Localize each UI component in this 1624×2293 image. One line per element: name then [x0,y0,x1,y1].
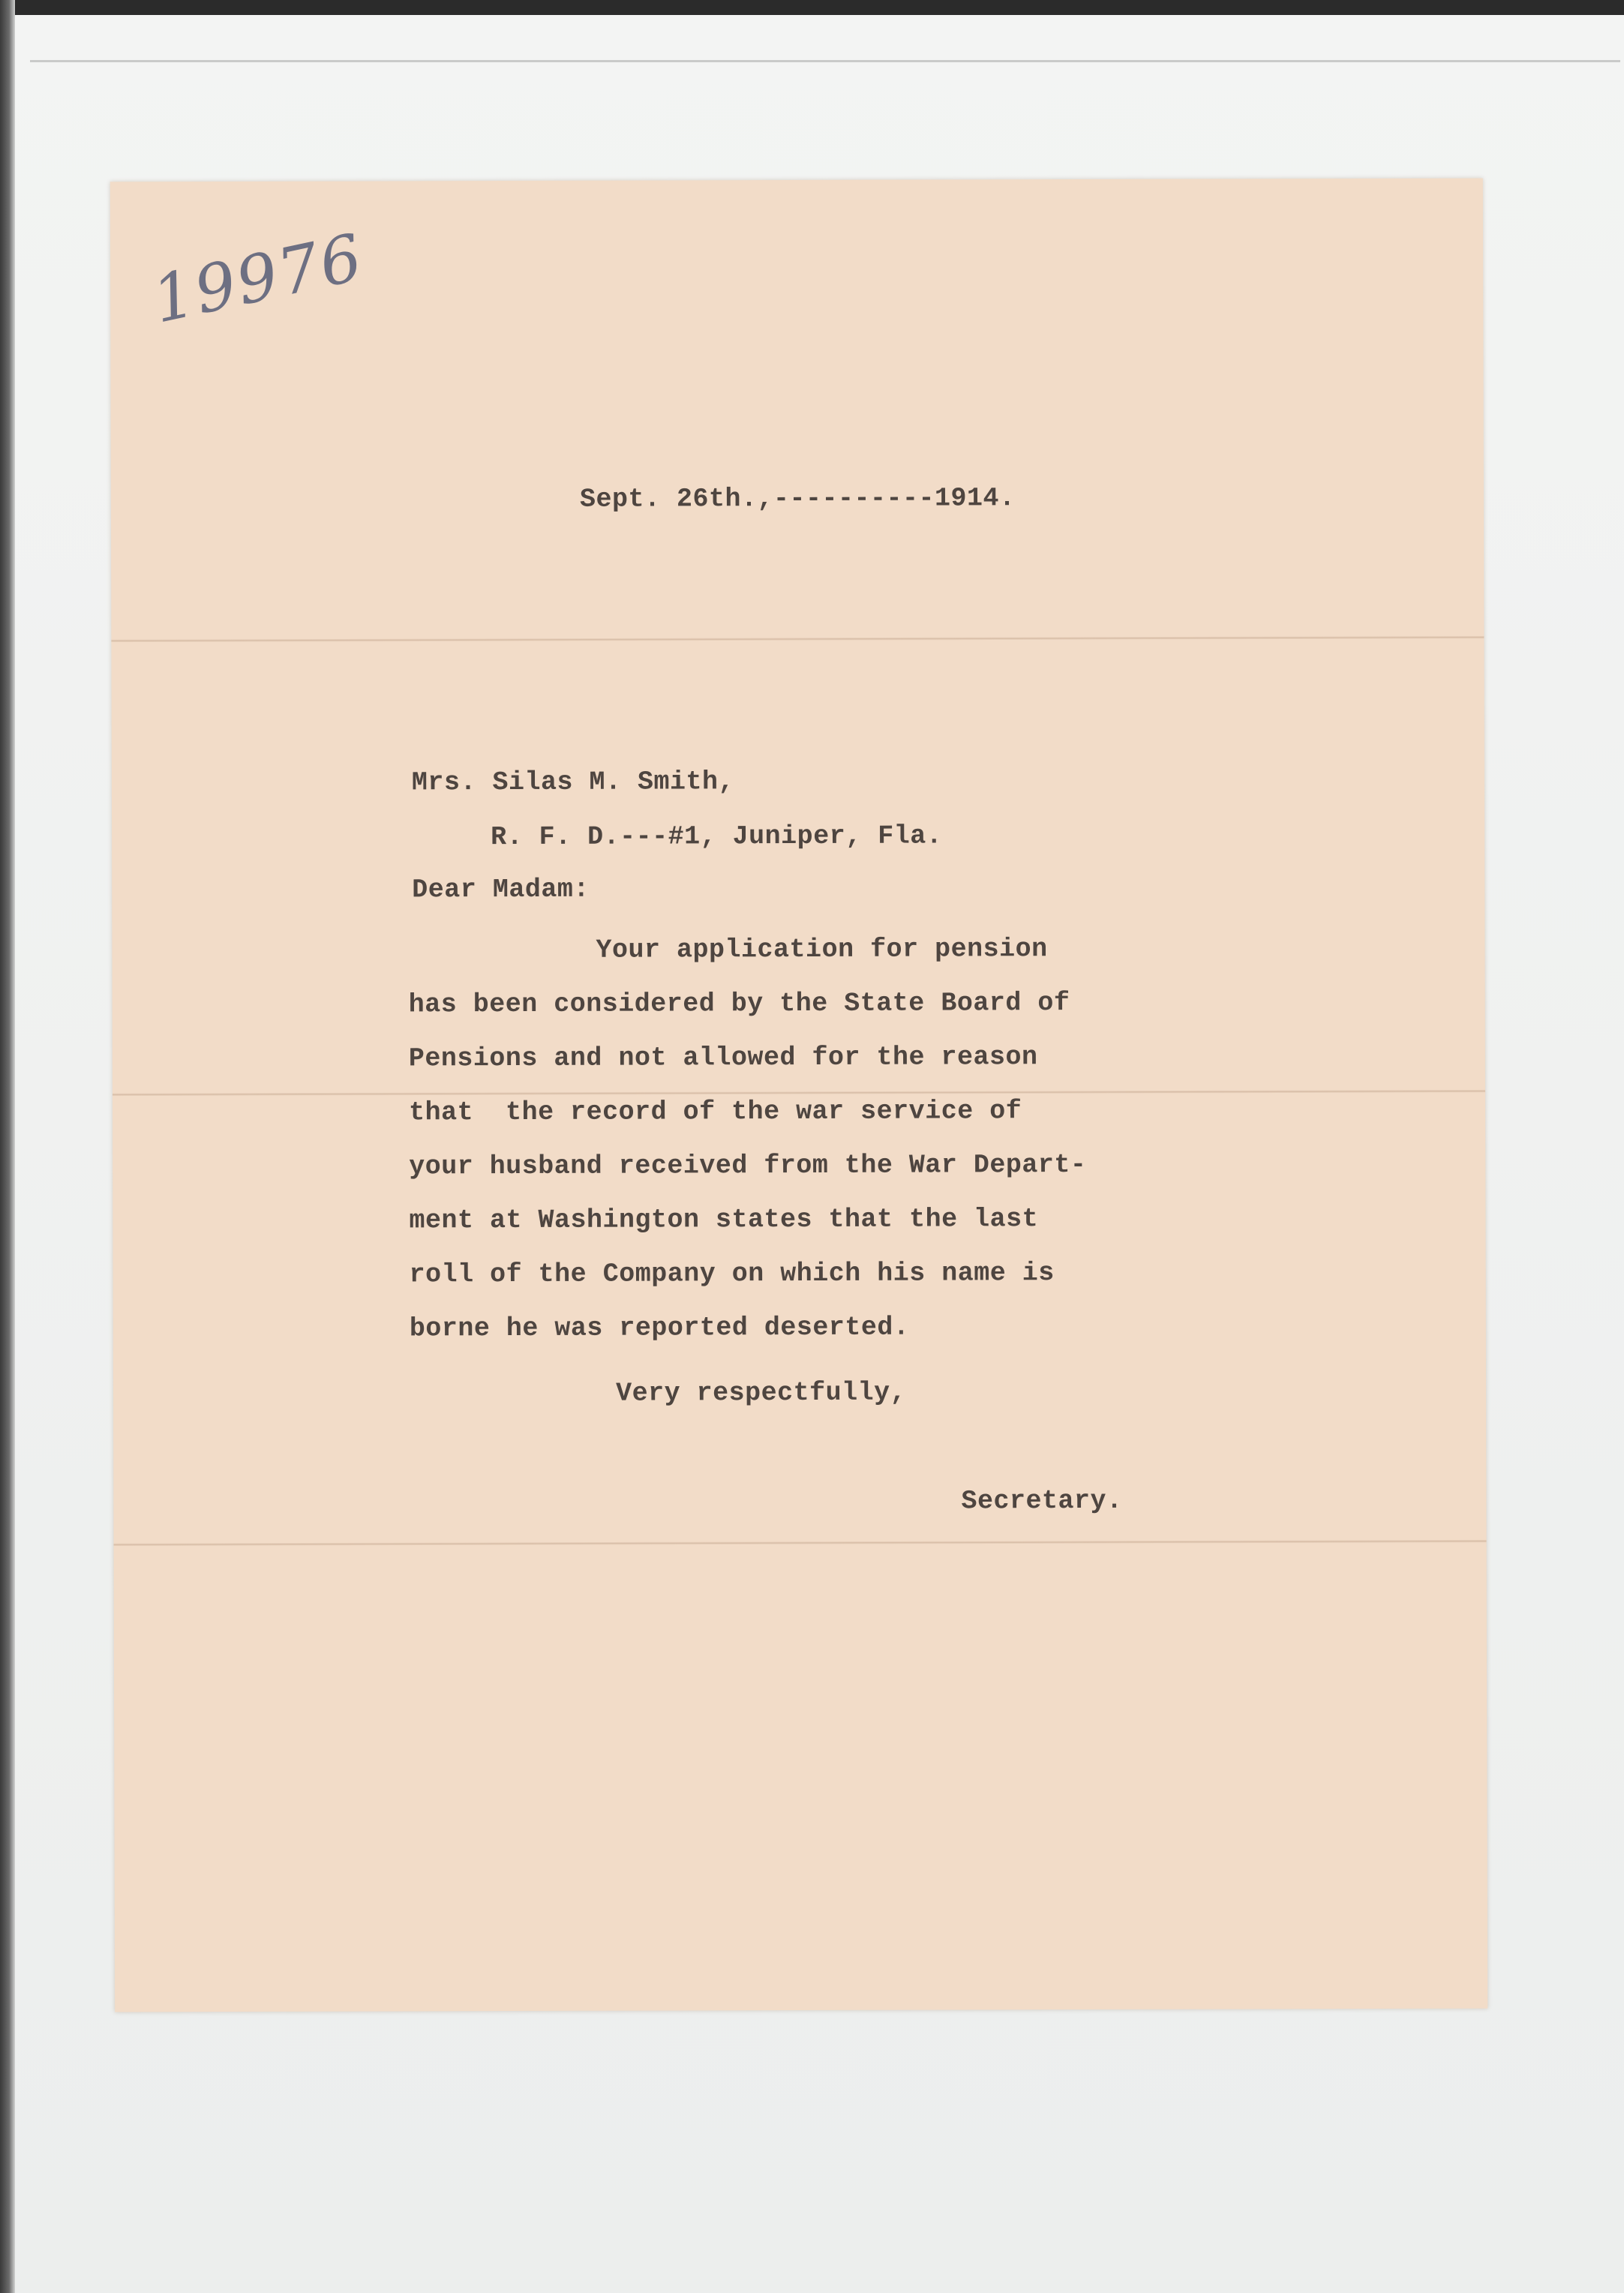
body-line: ment at Washington states that the last [409,1204,1039,1236]
body-line: borne he was reported deserted. [409,1312,910,1344]
letter-body [408,921,1235,1355]
scanner-edge-top [0,0,1624,15]
body-line: roll of the Company on which his name is [409,1258,1055,1290]
handwritten-file-number: 19976 [146,220,371,338]
letter-page [110,179,1487,2012]
body-line: has been considered by the State Board of [408,988,1070,1020]
scanner-edge-left [0,0,15,2293]
fold-crease [114,1540,1487,1547]
body-line: that the record of the war service of [409,1096,1022,1128]
addressee-name: Mrs. Silas M. Smith, [411,767,735,798]
letter-date: Sept. 26th.,----------1914. [579,483,1016,515]
body-line: Your application for pension [596,934,1048,965]
addressee-address: R. F. D.---#1, Juniper, Fla. [491,821,943,853]
salutation: Dear Madam: [412,874,590,905]
scan-rule-line [30,60,1620,62]
body-line: Pensions and not allowed for the reason [408,1042,1038,1074]
fold-crease [111,636,1484,643]
body-line: your husband received from the War Depart- [409,1149,1087,1182]
signature-title: Secretary. [961,1485,1123,1517]
closing: Very respectfully, [615,1377,907,1409]
